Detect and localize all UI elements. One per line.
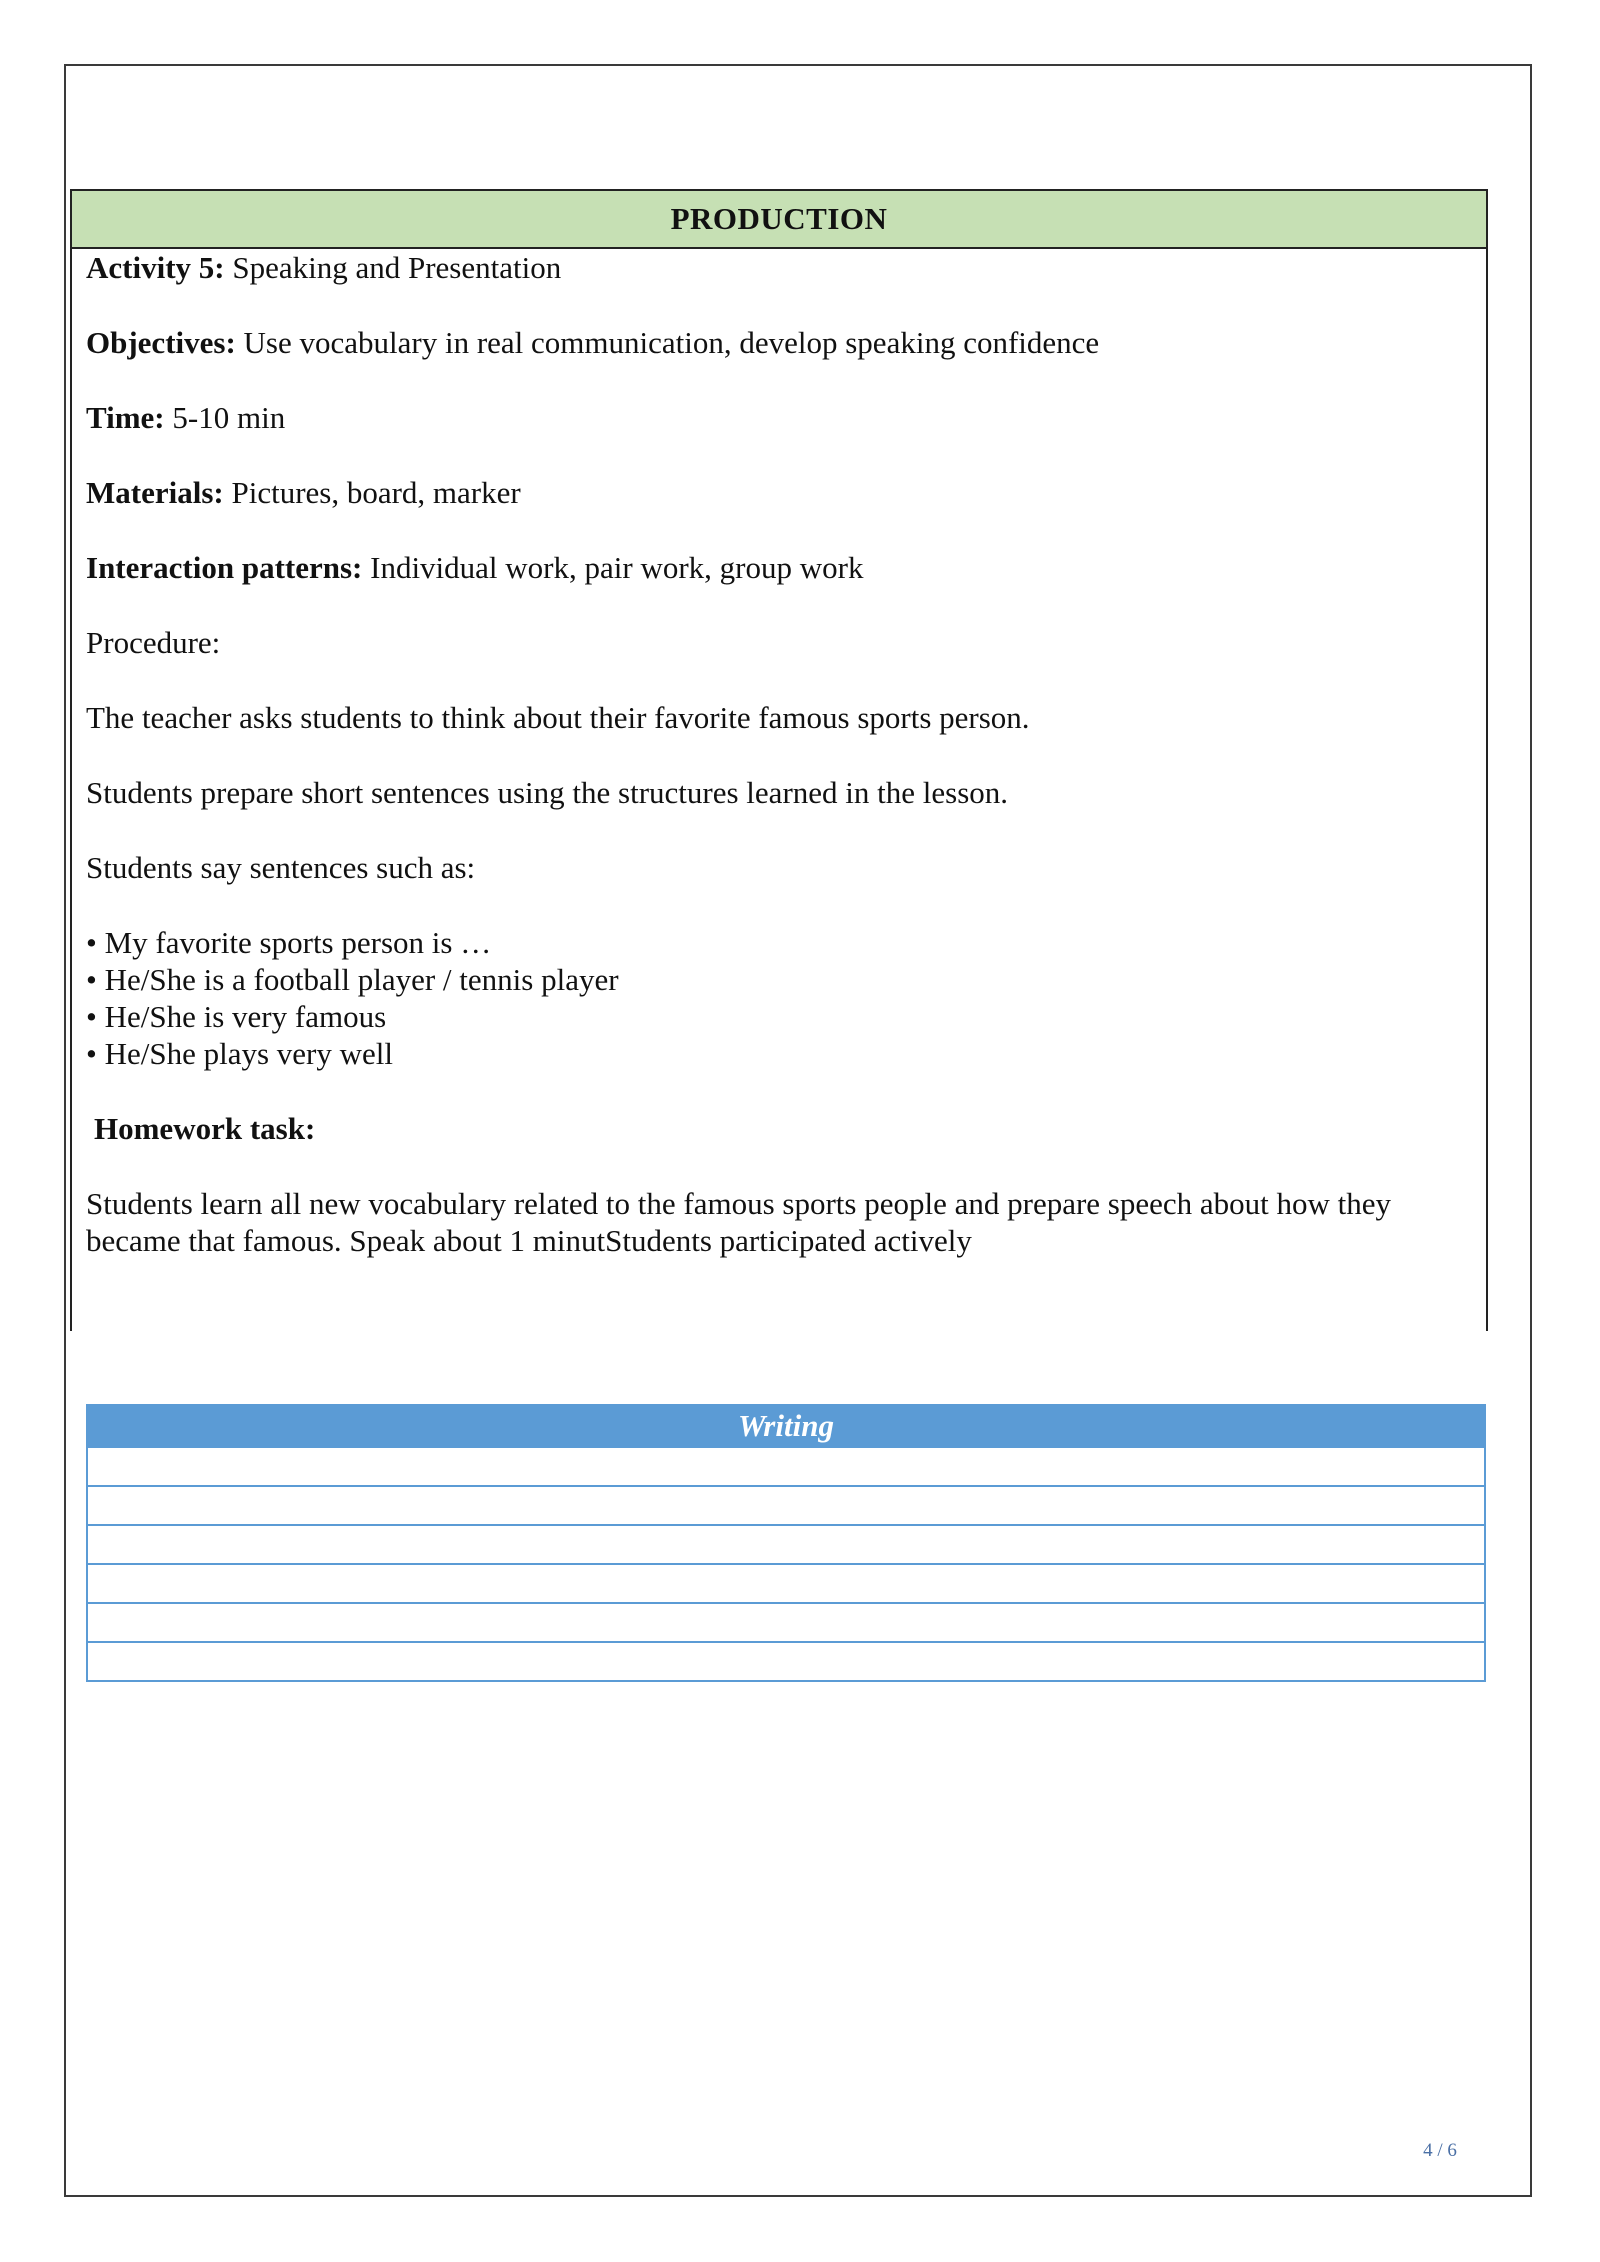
interaction-value: Individual work, pair work, group work	[362, 550, 864, 585]
example-sentences	[86, 924, 1472, 1072]
activity-line	[86, 249, 1472, 286]
interaction-label: Interaction patterns:	[86, 550, 363, 585]
homework-title: Homework task:	[94, 1111, 316, 1146]
production-section	[70, 189, 1488, 1331]
procedure-label: Procedure:	[86, 625, 221, 660]
writing-line[interactable]	[88, 1446, 1484, 1485]
writing-line[interactable]	[88, 1641, 1484, 1680]
homework-text: Students learn all new vocabulary related to the famous sports people and prepare speech about how they became that famous. Speak about 1 minutStudents participated actively	[86, 1186, 1392, 1258]
materials-label: Materials:	[86, 475, 224, 510]
page-number: 4 / 6	[1423, 2140, 1457, 2161]
writing-line[interactable]	[88, 1524, 1484, 1563]
objectives-value: Use vocabulary in real communication, develop speaking confidence	[235, 325, 1100, 360]
objectives-line	[86, 324, 1472, 361]
activity-value: Speaking and Presentation	[224, 250, 562, 285]
example-item: • He/She is very famous	[86, 999, 387, 1034]
writing-line[interactable]	[88, 1563, 1484, 1602]
procedure-step-3: Students say sentences such as:	[86, 850, 476, 885]
production-header: PRODUCTION	[72, 191, 1486, 249]
time-value: 5-10 min	[164, 400, 286, 435]
time-line	[86, 399, 1472, 436]
writing-line[interactable]	[88, 1602, 1484, 1641]
writing-section	[86, 1404, 1486, 1682]
writing-header: Writing	[88, 1406, 1484, 1446]
time-label: Time:	[86, 400, 165, 435]
example-item: • He/She is a football player / tennis player	[86, 962, 619, 997]
procedure-step-2: Students prepare short sentences using the structures learned in the lesson.	[86, 775, 1009, 810]
procedure-step-1: The teacher asks students to think about their favorite famous sports person.	[86, 700, 1030, 735]
materials-value: Pictures, board, marker	[223, 475, 521, 510]
materials-line	[86, 474, 1472, 511]
writing-line[interactable]	[88, 1485, 1484, 1524]
objectives-label: Objectives:	[86, 325, 236, 360]
interaction-line	[86, 549, 1472, 586]
example-item: • He/She plays very well	[86, 1036, 394, 1071]
production-body	[72, 249, 1486, 1259]
example-item: • My favorite sports person is …	[86, 925, 492, 960]
activity-label: Activity 5:	[86, 250, 225, 285]
